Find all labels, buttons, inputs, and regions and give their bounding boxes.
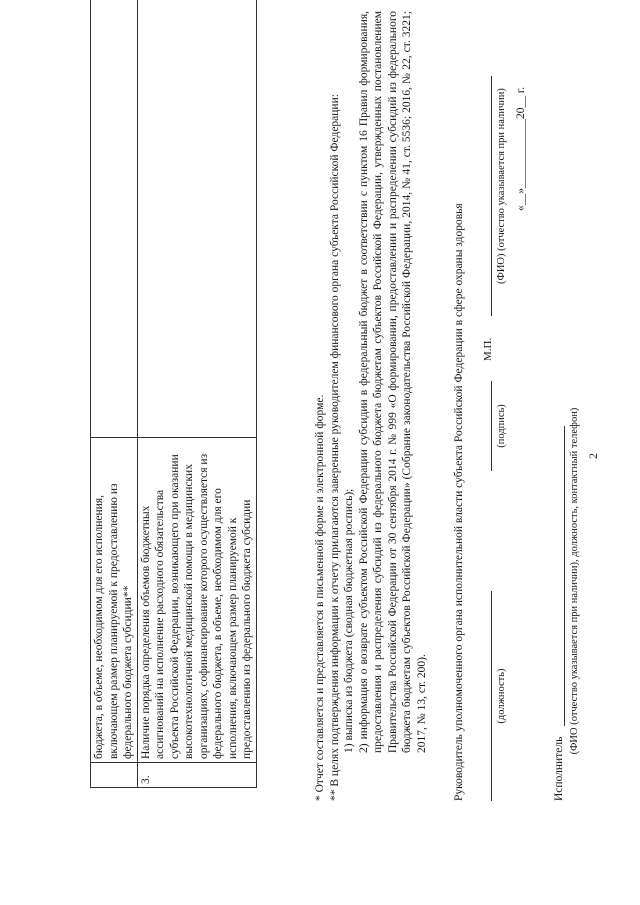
signature-caption: (подпись)	[495, 404, 507, 448]
fio-line	[479, 76, 492, 316]
text-line: включающем размер планируемой к предоставлению из	[107, 483, 120, 759]
text-line: организациях, софинансирование которого осуществляется из	[197, 453, 210, 759]
date-field: «__»____________20__ г.	[515, 86, 527, 211]
text-line: Наличие порядка определения объемов бюджетных	[139, 505, 152, 759]
text-line: бюджета, в объеме, необходимом для его исполнения,	[93, 495, 105, 759]
row-number	[91, 763, 138, 788]
table-row	[137, 0, 256, 788]
head-title: Руководитель уполномоченного органа исполнительной власти субъекта Российской Федерации в сфере охраны здоровья	[453, 203, 465, 801]
text-line: федерального бюджета, в объеме, необходимом для его	[212, 488, 224, 759]
rotated-document-content	[8, 8, 608, 896]
text-line: федерального бюджета субсидии**	[122, 585, 134, 759]
footnote-item: 2) информация о возврате субъектом Российской Федерации субсидии в федеральный бюджет в соответствии с пунктом 16 Правил формирования, предоставления и распределения субсидий из федерального бюджета бюджетам субъектов Российской Федерации, утвержденных постановлением Правительства Российской Федерации от 30 сентября 2014 г. № 999 «О формировании, предоставлении и распределении субсидий из федерального бюджета бюджетам субъектов Российской Федерации» (Собрание законодательства Российской Федерации, 2014, № 41, ст. 5536; 2016, № 22, ст. 3221; 2017, № 13, ст. 200).	[357, 11, 428, 753]
footnote-1: * Отчет составляется и представляется в письменной форме и электронной форме.	[314, 394, 326, 801]
head-signature-row	[479, 11, 519, 801]
position-caption: (должность)	[495, 668, 507, 724]
page-number: 2	[586, 453, 600, 459]
executor-label: Исполнитель	[553, 736, 565, 801]
signature-block	[452, 11, 580, 801]
text-line: ассигнований на исполнение расходного обязательства	[154, 489, 166, 759]
text-line: предоставлению из федерального бюджета субсидии	[241, 499, 253, 759]
position-line	[479, 591, 492, 801]
table-row	[91, 0, 138, 788]
executor-caption: (ФИО (отчество указывается при наличии), должность, контактный телефон)	[569, 407, 580, 755]
footnotes	[313, 11, 429, 801]
text-line: высокотехнологичной медицинской помощи в медицинских	[183, 464, 195, 759]
criterion-value	[91, 0, 138, 438]
criteria-table	[90, 0, 257, 788]
criterion-value	[137, 0, 256, 438]
criterion-text	[137, 438, 256, 763]
text-line: исполнения, включающем размер планируемой к	[226, 517, 239, 759]
footnote-2-items	[342, 11, 429, 801]
executor-line	[552, 426, 565, 726]
stamp-label: М.П.	[481, 337, 494, 361]
row-number: 3.	[137, 763, 256, 788]
footnote-item: 1) выписка из бюджета (сводная бюджетная роспись);	[343, 488, 355, 753]
text-line: субъекта Российской Федерации, возникающего при оказании	[168, 454, 181, 759]
criterion-text	[91, 438, 138, 763]
fio-caption: (ФИО) (отчество указывается при наличии)	[495, 88, 507, 284]
signature-line	[479, 381, 492, 471]
footnote-2: ** В целях подтверждения информации к отчету прилагаются заверенные руководителем финансового органа субъекта Российской Федерации:	[328, 94, 341, 801]
executor-row	[515, 11, 612, 801]
